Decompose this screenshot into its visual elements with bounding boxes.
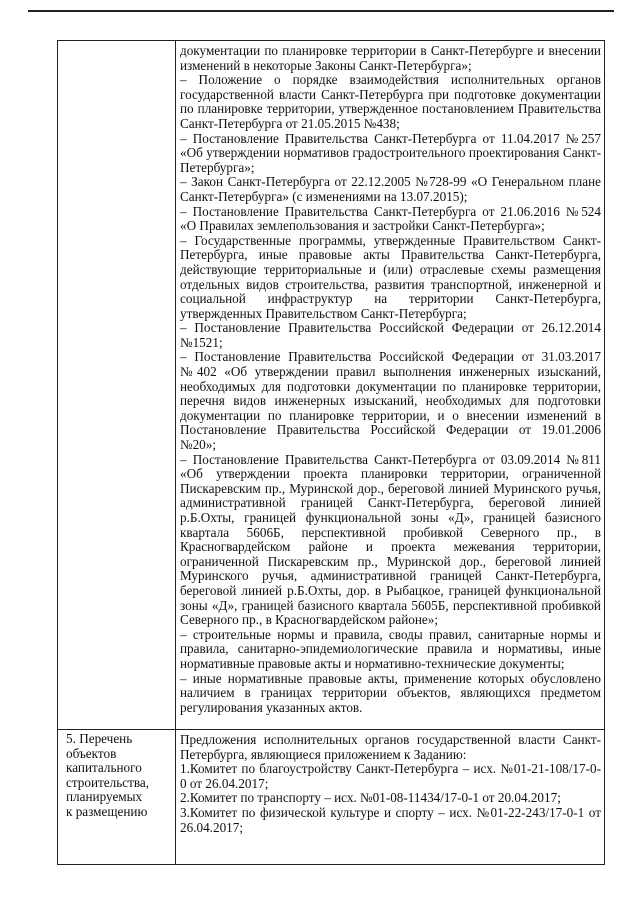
list-item: – Постановление Правительства Санкт-Петербурга от 21.06.2016 №524 «О Правилах землепользования и застройки Санкт-Петербурга»;	[180, 203, 601, 234]
proposals-list	[176, 730, 604, 838]
list-item: документации по планировке территории в Санкт-Петербурге и внесении изменений в некоторые Законы Санкт-Петербурга»;	[180, 43, 601, 73]
row-label	[58, 730, 175, 820]
row-label-line: к размещению	[66, 803, 148, 819]
list-item: – Государственные программы, утвержденные Правительством Санкт-Петербурга, иные правовые акты Правительства Санкт-Петербурга, действующие территориальные и (или) отраслевые схемы размещения отдельных видов строительства, развития транспортной, инженерной и социальной инфраструктур на территории Санкт-Петербурга, утвержденных Правительством Санкт-Петербурга;	[180, 232, 601, 321]
table-row	[58, 41, 605, 730]
row-content-cell	[176, 41, 605, 730]
table-row	[58, 730, 605, 865]
row-content-cell	[176, 730, 605, 865]
row-label-line: 5. Перечень	[66, 731, 133, 746]
list-item: – Постановление Правительства Санкт-Петербурга от 03.09.2014 №811 «Об утверждении проекта планировки территории, ограниченной Пискаревским пр., Муринской дор., береговой линией Муринского ручья, административной границей Санкт-Петербурга, береговой линией р.Б.Охты, границей функциональной зоны «Д», границей базисного квартала 5606Б, перспективной пробивкой Северного пр., в Красногвардейском районе и проекта межевания территории, ограниченной Пискаревским пр., Муринской дор., береговой линией Муринского ручья, административной границей Санкт-Петербурга, береговой линией р.Б.Охты, дор. в Рыбацкое, границей функциональной зоны «Д», границей базисного квартала 5605Б, перспективной пробивкой Северного пр., в Красногвардейском районе»;	[180, 451, 601, 628]
list-item: 3.Комитет по физической культуре и спорту – исх. №01-22-243/17-0-1 от 26.04.2017;	[180, 804, 601, 835]
top-border-rule	[28, 10, 614, 12]
row-label-cell	[58, 41, 176, 730]
assignment-table	[57, 40, 605, 865]
row-label-line: строительства,	[66, 774, 150, 790]
regulations-list	[176, 41, 604, 718]
list-item: – строительные нормы и правила, своды правил, санитарные нормы и правила, санитарно-эпидемиологические правила и нормативы, иные нормативные правовые акты и нормативно-технические документы;	[180, 626, 601, 671]
list-item: – иные нормативные правовые акты, применение которых обусловлено наличием в границах территории объектов, являющихся предметом регулирования указанных актов.	[180, 670, 601, 715]
list-item: – Закон Санкт-Петербурга от 22.12.2005 №728-99 «О Генеральном плане Санкт-Петербурга» (с изменениями на 13.07.2015);	[180, 174, 601, 204]
row-label-cell	[58, 730, 176, 865]
list-item: – Постановление Правительства Санкт-Петербурга от 11.04.2017 №257 «Об утверждении нормативов градостроительного проектирования Санкт-Петербурга»;	[180, 130, 601, 175]
row-label-line: капитального	[66, 760, 142, 776]
list-item: – Положение о порядке взаимодействия исполнительных органов государственной власти Санкт-Петербурга при подготовке документации по планировке территории, утвержденное постановлением Правительства Санкт-Петербурга от 21.05.2015 №438;	[180, 72, 601, 131]
row-label	[58, 41, 175, 43]
row-label-line: объектов	[66, 745, 117, 761]
list-item: 2.Комитет по транспорту – исх. №01-08-11434/17-0-1 от 20.04.2017;	[180, 790, 561, 806]
list-item: 1.Комитет по благоустройству Санкт-Петербурга – исх. №01-21-108/17-0-0 от 26.04.2017;	[180, 761, 601, 791]
row-label-line: планируемых	[66, 789, 143, 805]
list-item: – Постановление Правительства Российской Федерации от 31.03.2017 №402 «Об утверждении правил выполнения инженерных изысканий, необходимых для подготовки документации по планировке территории, перечня видов инженерных изысканий, необходимых для подготовки документации по планировке территории, и о внесении изменений в Постановление Правительства Российской Федерации от 19.01.2006 №20»;	[180, 349, 601, 453]
list-item: Предложения исполнительных органов государственной власти Санкт-Петербурга, являющиеся приложением к Заданию:	[180, 732, 601, 762]
list-item: – Постановление Правительства Российской Федерации от 26.12.2014 №1521;	[180, 320, 601, 350]
